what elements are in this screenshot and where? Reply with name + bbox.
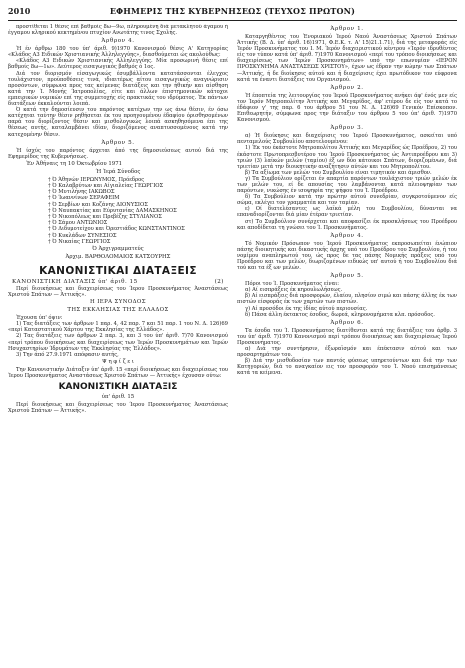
paragraph: Πόροι του Ί. Προσκυνήματος είναι: [245, 281, 339, 288]
signature: † Ό Διδυμοτείχου και Όρεστιάδος ΚΩΝΣΤΑΝΤΙΝΟΣ [48, 226, 185, 233]
page-number: 2010 [8, 6, 31, 16]
paragraph: 1) Έκ του έκάστοτε Μητροπολίτου Άττικής και Μεγαρίδος ώς Προέδρου, 2) του έκάστοτε Πρωτοπρεσβυτέρου του Ίερού Προσκυνήματος ώς Άντιπροέδρου και 3) τριών (3) λαϊκών μελών (ταμίου) έξ ων δύο κάτοικοι Σπάτων, διοριζομένων, διά τριετίαν μετά την διοικητικήν αναζήτησιν αύτών και του Μητροπολίτου. [237, 145, 457, 170]
paragraph: Ή ίσχύς του παρόντος άρχεται άπό της δημοσιεύσεως αυτού διά της Εφημερίδος της Κυβερνήσεως. [8, 147, 228, 160]
page-header [8, 6, 457, 21]
issue-date: Έν Άθήναις τη 10 Όκτωβρίου 1971 [26, 160, 123, 167]
list-item: 1) Τας διατάξεις των άρθρων 1 παρ. 4, 42 παρ. 7 και 51 παρ. 1 του Ν. Δ. 126)69 «περί Καταστατικού Χάρτου της Εκκλησίας της Ελλάδος». [8, 321, 228, 334]
regulation-subtitle: ΚΑΝΟΝΙΣΤΙΚΗ ΔΙΑΤΑΞΙΣ ύπ' άριθ. 15 (2) [12, 279, 224, 286]
synod-label: Ή Ίερά Σύνοδος [95, 168, 141, 175]
signature: † Ό Κυκλάδων ΣΥΝΕΣΙΟΣ [48, 232, 117, 239]
paragraph: προστίθεται 1 θέσις επί βαθμοίς 8ω—9ω, πληρουμένη διά μετακλητού άγαμου ή έγγαμου κληρικού κεκτημένου πτυχίον Ανωτάτης τινος Σχολής. [8, 24, 228, 37]
chief-secretary-name: Άρχιμ. ΒΑΡΘΟΛΟΜΑΙΟΣ ΚΑΤΣΟΥΡΗΣ [65, 254, 171, 261]
article-heading: Άρθρον 5. [330, 273, 364, 280]
article-heading: Άρθρον 1. [330, 26, 364, 32]
right-column [237, 24, 457, 414]
paragraph: Την Κανονιστικήν Διάταξιν ύπ' άριθ. 15 «περί διοικήσεως και διαχειρίσεως του Ίερου Προσκυνήματος Αναστάσεως Χριστού Σπάτων — Άττικής» έχουσαν ούτω: [8, 366, 228, 379]
signature: † Ό Σάμου ΑΝΤΩΝΙΟΣ [48, 220, 108, 227]
chief-secretary-title: Ό Άρχιγραμματεύς [92, 246, 144, 253]
having-regard: Έχουσα ύπ' όψιν: [16, 315, 63, 322]
list-item: β) Αί εισπράξεις διά προσφορών, έλαίου, πλησίον σιμώ και πάσης άλλης έκ των πιστών είσφοράς έκ των χαρτών των πιστών. [237, 293, 457, 306]
list-item: 2) Τας διατάξεις των άρθρων 2 παρ. 3, και 3 του ύπ' άριθ. 7)70 Κανονισμού «περί τρόπου διοικήσεως και διαχειρίσεως των Ίερών Προσκυνημάτων και Ίερών Ησυχαστηρίων Ίδρυμάτων της Έκκλησίας της Έλλάδος». [8, 333, 228, 352]
list-item: 3) Την άπό 27.9.1971 απόφασιν αυτής, [16, 351, 119, 358]
gazette-title: ΕΦΗΜΕΡΙΣ ΤΗΣ ΚΥΒΕΡΝΗΣΕΩΣ (ΤΕΥΧΟΣ ΠΡΩΤΟΝ) [109, 6, 356, 16]
signature: † Ό Μυτιλήνης ΙΑΚΩΒΟΣ [48, 189, 115, 196]
article-heading: Άρθρον 5. [101, 139, 135, 146]
paragraph: «Κλάδος Α3 Ειδικών Χριστιανικής Αλληλεγγύης. Μία προσωρινή θέσις επί βαθμοίς 8ω—1ω». Δεύτερος εισαγωγικός βαθμός ό 1ος. [8, 58, 228, 71]
paragraph: Τα έσοδα του Ί. Προσκυνήματος διατίθενται κατά της διατάξεις του άρθρ. 3 του ύπ' άριθ. 7)1970 Κανονισμού περί τρόπου διοικήσεως και διαχειρίσεως Ίερού Προσκυνήματος. [237, 327, 457, 346]
article-heading: Άρθρον 2. [330, 84, 364, 91]
church-heading: ΤΗΣ ΕΚΚΛΗΣΙΑΣ ΤΗΣ ΕΛΛΑΔΟΣ [67, 307, 169, 314]
signature: † Ό Ίωαννίνων ΣΕΡΑΦΕΙΜ [48, 195, 120, 202]
paragraph: α) Ή διοίκησις και διαχείρισις του Ίερού Προσκυνήματος, ασκείται υπό πενταμελούς Συμβουλίου αποτελουμένου: [237, 133, 457, 146]
paragraph: Ή έν άρθρω 180 του ύπ' άριθ. 9)1970 Κανονισμού θέσις Α' Κατηγορίας «Κλάδος Α3 Ειδικών Χριστιανικής Άλληλεγγύης», διασθούμεται ώς ακολούθως: [8, 46, 228, 59]
signature: † Ό Άθηνών ΙΕΡΩΝΥΜΟΣ, Πρόεδρος [48, 176, 145, 183]
article-heading: Άρθρον 4. [101, 38, 135, 45]
signature: † Ό Ναυπακτίας και Εύρυτανίας ΔΑΜΑΣΚΗΝΟΣ [48, 207, 177, 214]
list-item: γ) Αί προσόδοι έκ της ίδίας αύτού περιουσίας. [245, 305, 368, 312]
paragraph: ε) Οί διατελέσαντες ως λαϊκά μέλη του Συμβουλίου, δύνανται να επαναδιορίζονται διά μίαν έτέραν τριετίαν. [237, 206, 457, 219]
regulation-description: Περί διοικήσεως και διαχειρίσεως του Ίερου Προσκυνήματος Άναστάσεως Χριστού Σπάτων — Άττικής». [8, 402, 228, 415]
section-title: ΚΑΝΟΝΙΣΤΙΚΑΙ ΔΙΑΤΑΞΕΙΣ [39, 265, 197, 278]
paragraph: δ) Τα Συμβούλιον κατά την πρώτην αύτού συνεδρίαν, συγκροτούμενον είς σώμα, εκλέγει τον γραμματέα και τον ταμίαν. [237, 194, 457, 207]
list-item: β) Διά την μισθοδοσίαν των παντός φύσεως υπηρετούντων και διά την των Κατηγοριών, διά το αναγκαίον εις τον προσφορόν του Ί. Ναού επισημάνσεως κατά τα κείμενα. [237, 358, 457, 377]
synod-heading: Η ΙΕΡΑ ΣΥΝΟΔΟΣ [90, 299, 146, 306]
regulation-number: ύπ' άριθ. 15 [101, 394, 135, 401]
list-item: δ) Πάσα άλλη έκτακτος έσοδος, δωρεά, κληρονομήματα κλπ. πρόσοδος. [245, 311, 435, 318]
signature: † Ό Σερβίων και Κοζάνης ΔΙΟΝΥΣΙΟΣ [48, 201, 148, 208]
voting-label: Ψ η φ ί ζ ε ι [102, 358, 134, 365]
list-item: α) Αί εισπράξεις έκ κηρουλωλήσεως. [245, 287, 343, 294]
paragraph: β) Τα αξίωμα των μελών του Συμβουλίου είναι τιμητικόν και άμισθον. [245, 169, 432, 176]
article-heading: Άρθρον 6. [330, 319, 364, 326]
signature: † Ό Νικαίας ΓΕΩΡΓΙΟΣ [48, 238, 111, 245]
article-heading: Άρθρον 4. [330, 232, 364, 239]
signature: † Ό Καλαβρύτων και Αίγιαλείας ΓΕΩΡΓΙΟΣ [48, 182, 164, 189]
regulation-title: ΚΑΝΟΝΙΣΤΙΚΗ ΔΙΑΤΑΞΙΣ [58, 382, 178, 393]
paragraph: Ό κατά την δημοσίευσιν του παρόντος κατέχων την ως άνω θέσιν, έν όσω κατέχηται ταύτην θέσιν ρηθήσεται έκ του προηγουμένου έδαφίου όρισθησομένων παρά του διορίζοντος θέσιν και μισθολογικώς λοιπά ασκηθησόμενα έπι της θέσεως αυτής, καταλαμβάνει ιδίαν, διοριζόμενος αναπτυσσομένους κατά την κατεχομένην θέσιν. [8, 107, 228, 138]
paragraph: γ) Τα Συμβούλιον ορίζεται έν απαρτία παρόντων τουλάχιστον τριών μελών έκ των μελών του, εί δε απουσίας του λαμβάνονται κατά πλειοψηφίαν των παρόντων, νικώσης έν ισοψηφία της ψήφου του Ί. Προέδρου. [237, 175, 457, 195]
article-heading: Άρθρον 3. [330, 125, 364, 132]
paragraph: στ) Το Συμβούλιον συνέρχεται και αποφασίζει έκ προσκλήσεως του Προέδρου και αποδίδεται τη γνώσει του Ί. Προσκυνήματος. [237, 218, 457, 231]
paragraph: Διά τον διορισμόν είσαγωγικώς έσυμβάλλοντα κατατάσσονται έλεγχος τουλάχιστον, προϋποθέσεις τινά, ιδιαιτέρως αίτου εισαγωγικώς αναγνώρισιν προσόντων, σύμφωνα προς τας κείμενας διατάξεις και την ήθικήν και αίσθηση κατά την Ί. Μονής Ίατροπολίας, είτε και άλλων έπιστημονικών κάτοχοι εμπειρικών νομικών επί της συμμετοχής είς πρακτικάς του ιδρύματος. Έκ πάντων διατάξεων έκκαλούνται λοιπά. [8, 70, 228, 108]
signature: † Ό Νικοπόλεως και Πρεβέζης ΣΤΥΛΙΑΝΟΣ [48, 214, 162, 220]
regulation-description: Περί διοικήσεως και διαχειρίσεως του Ίερου Προσκυνήματος Άναστάσεως Χριστού Σπάτων — Άττικής». [8, 286, 228, 299]
signatures [8, 177, 228, 245]
left-column [8, 24, 228, 414]
paragraph: Τό Νομικόν Πρόσωπον του Ίερού Προσκυνήματος εκπροσωπείται ένώπιον πάσης διοικητικής και δικαστικής άρχης υπό του Προέδρου του Συμβουλίου, ή του νομίμου αναπληρωτού του, ώς προς δε τας πάσης Νομικής πράξεις υπό του Προέδρου και των μελών, διωριζομένων ειδικώς υπ' αυτού ή του Συμβουλίου διά τού και τα έξ ων μελών. [237, 240, 457, 272]
paragraph: Καταργηθέντος του Ένοριακού Ίερού Ναού Άναστάσεως Χριστού Σπάτων Άττικής (Β. Δ. ύπ' άριθ. 16)1971, Φ.Ε.Κ. τ. Α' 15)21.1.71), διά της μεταφοράς είς Ίερόν Προσκυνήματος του Ι. Μ. Ίερόν διαχειριστικού κέντρου «Ίερόν ιδρυθέντος είς τον τύπον κατά ύπ' άριθ. 7)1970 Κανονισμού «περί του τρόπου διοικήσεως και διαχειρίσεως των Ίερών Προσκυνημάτων» υπό την επωνυμίαν «ΙΕΡΟΝ ΠΡΟΣΚΥΝΗΜΑ ΑΝΑΣΤΑΣΕΩΣ ΧΡΙΣΤΟΥ», έχων ως έδραν την κώμην των Σπάτων—Άττικής, ή δε διοίκησις αύτού και ή διαχείρισις έχει πρωτόδικον τον εύφρονα κατά τα έναντι διατάξεις του Οργανισμού. [237, 34, 457, 83]
paragraph: Ή έποπτεία της λειτουργίας του Ίερού Προσκυνήματος ανήκει άφ' ένός μεν είς τον Ίερόν Μητροπολίτην Άττικής και Μεγαρίδος, άφ' ετέρου δε είς τον κατά το έδάφιον γ' της παρ. 6 του άρθρου 51 του Ν. Δ. 126)69 Γενικόν Επίσκοπον. Επιθεωρητήν, σύμφωνα προς την διάταξιν του άρθρου 5 του ύπ' άριθ. 7)1970 Κανονισμού. [237, 92, 457, 124]
list-item: α) Διά την συντήρησιν, έξωραϊσμόν και έπέκτασιν αύτού και των προσαρτημάτων του. [237, 346, 457, 359]
